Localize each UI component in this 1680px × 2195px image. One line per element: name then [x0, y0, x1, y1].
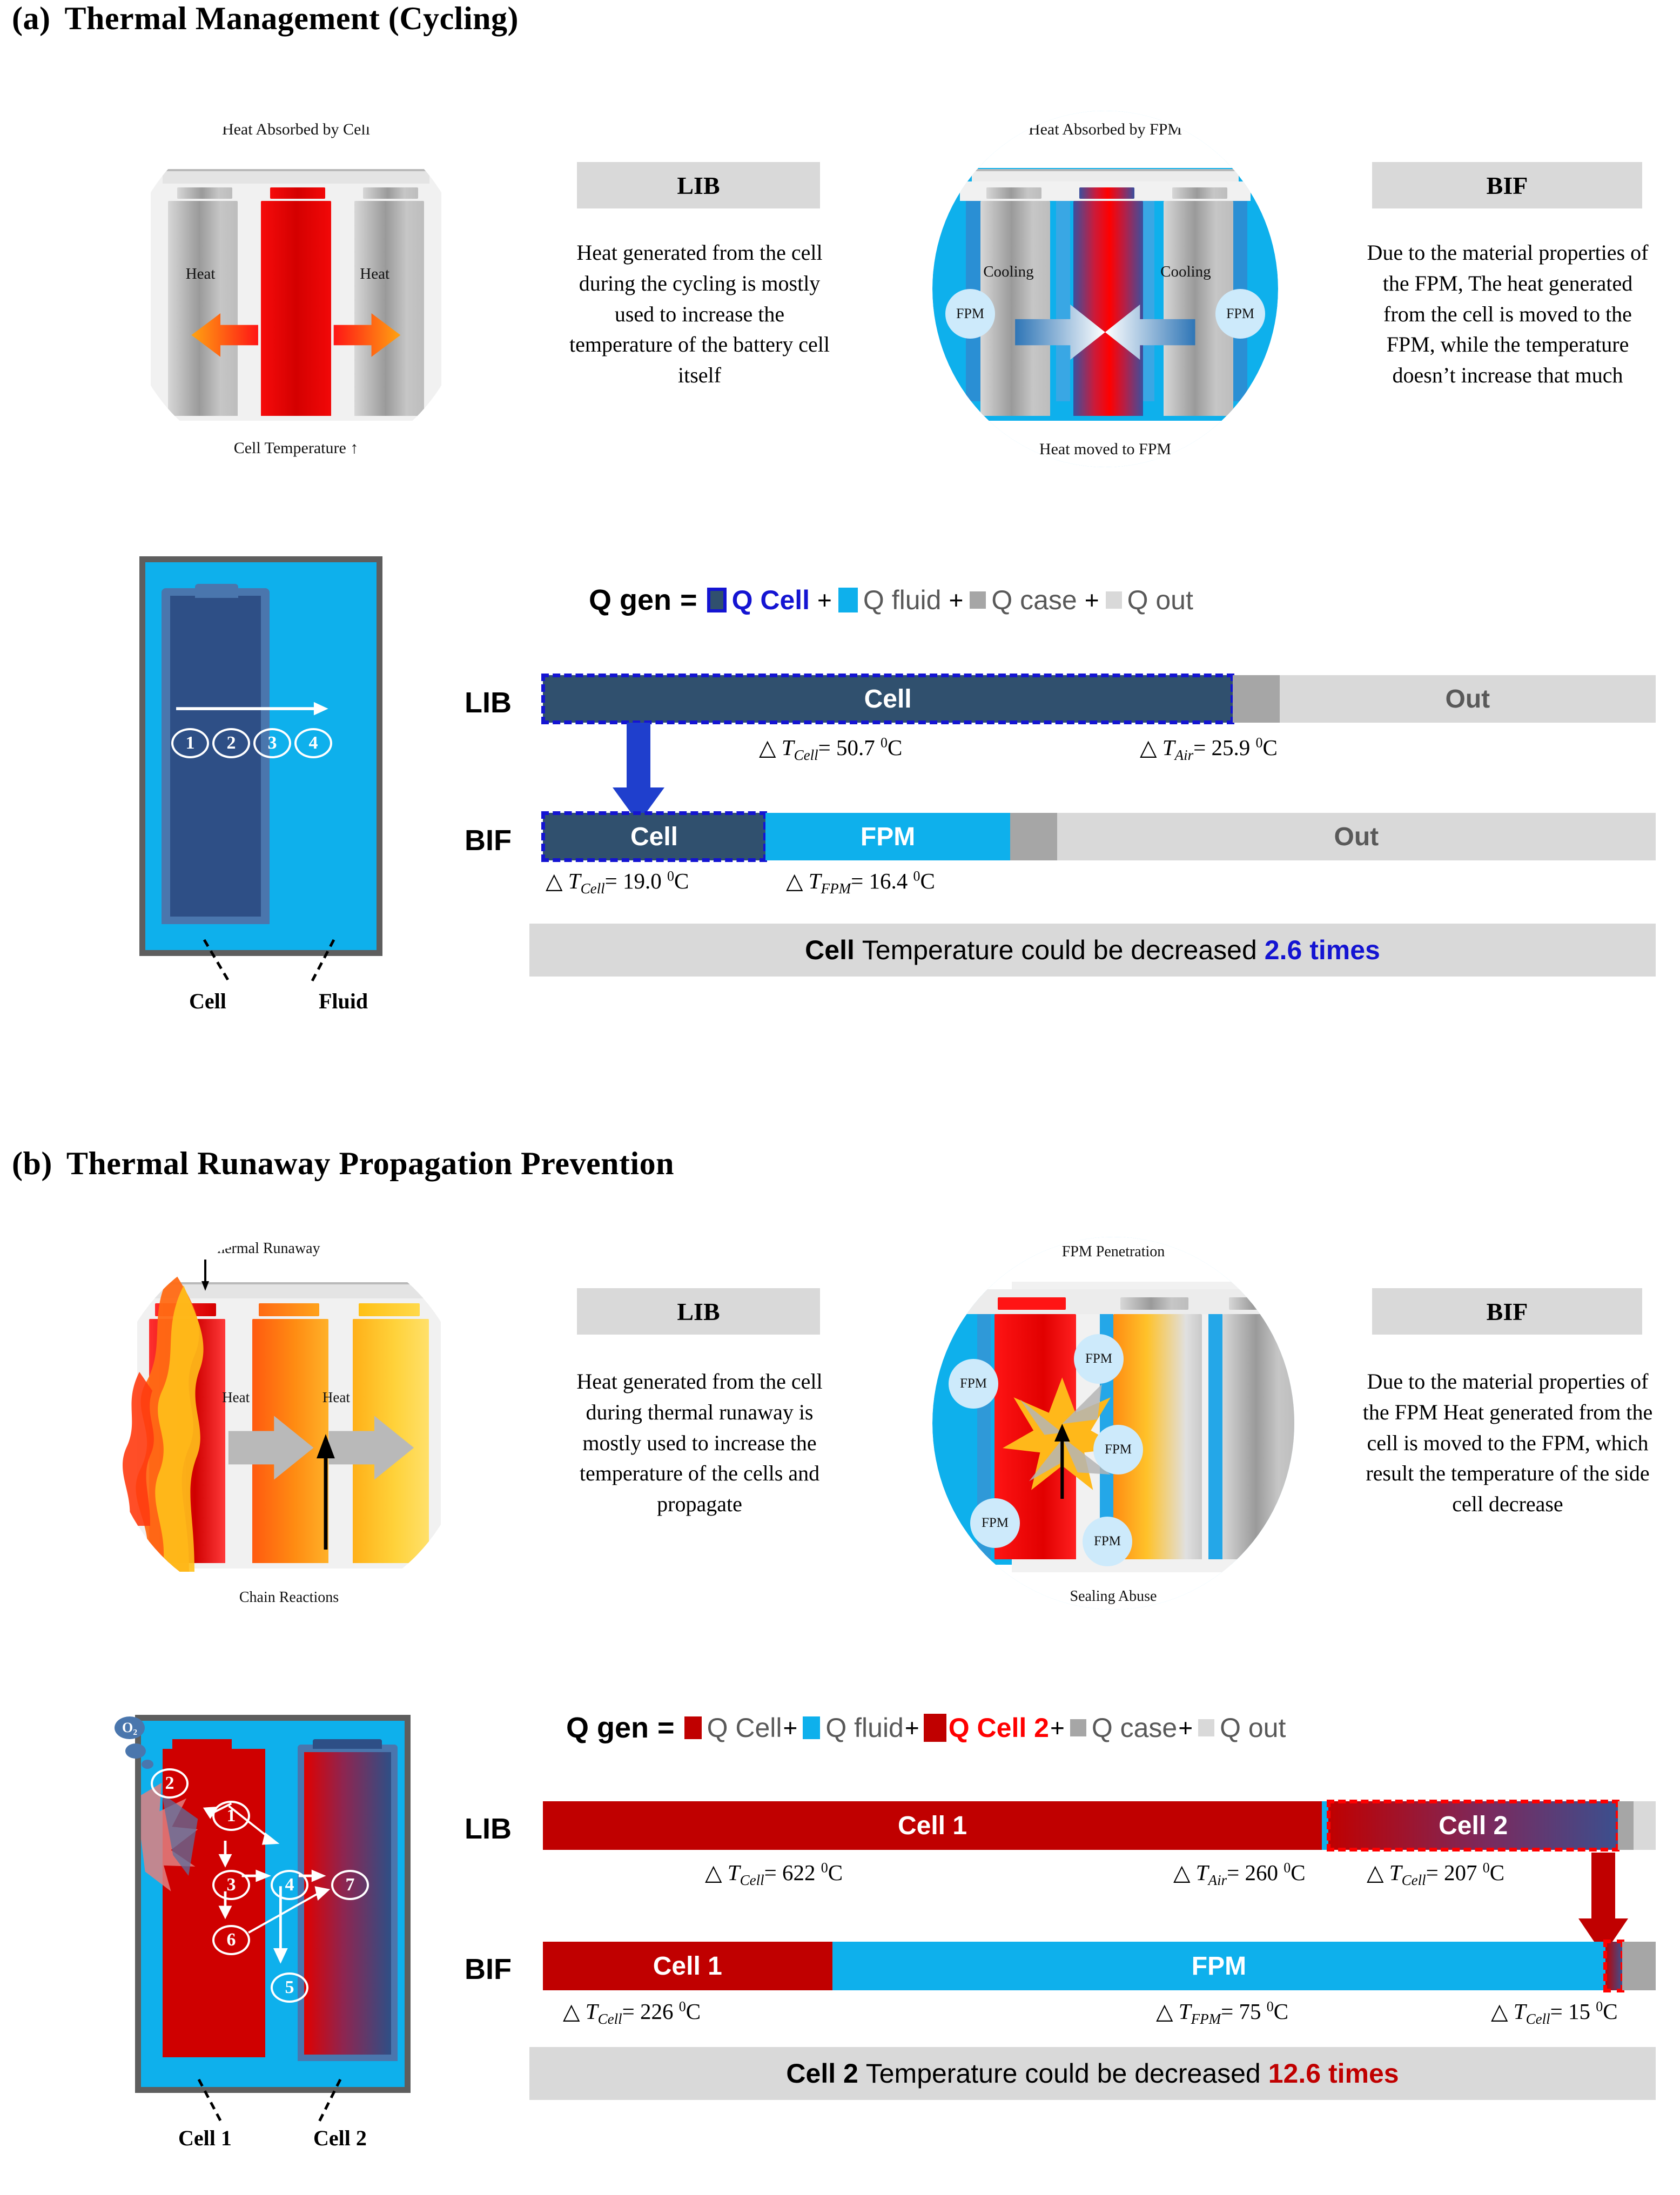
illustration-lib-caption-bottom: Cell Temperature ↑ — [233, 439, 359, 457]
delta-t-cell-lib-b: △ $T_{Cell}= 622$ $^0$C — [705, 1860, 843, 1889]
chip-bif-runaway — [1372, 1288, 1642, 1335]
bar-seg-lib-cell: Cell — [543, 675, 1233, 723]
bar-bif-runaway — [543, 1942, 1656, 1990]
equation-plus-3: + — [1084, 586, 1099, 614]
chip-bif-cycling — [1372, 162, 1642, 208]
equation-equals: = — [680, 584, 697, 616]
legend-swatch-b-q-cell — [684, 1716, 702, 1739]
panel-b-tag: (b) — [12, 1146, 52, 1181]
conclusion-value-b: 12.6 times — [1268, 2058, 1399, 2089]
chip-lib-runaway — [577, 1288, 820, 1335]
equation-cycling — [589, 583, 1201, 617]
bar-seg-lib-out-b — [1634, 1801, 1656, 1850]
bar-seg-bif-case-b — [1622, 1942, 1656, 1990]
illustration-lib-label-heat-right: Heat — [360, 265, 390, 283]
xsection-leaders — [139, 875, 388, 1005]
chip-lib-cycling-label: LIB — [677, 171, 720, 199]
xsection-b-number-3: 3 — [212, 1870, 250, 1900]
xsection-b-number-7: 7 — [331, 1870, 369, 1900]
bar-row-label-bif-a: BIF — [465, 824, 512, 857]
xsection-b-number-5: 5 — [271, 1972, 308, 2003]
equation-runaway — [566, 1711, 1293, 1745]
equation-b-plus-2: + — [904, 1714, 919, 1742]
illustration-bif-cycling — [932, 111, 1278, 467]
bar-lib-cycling — [543, 675, 1656, 723]
equation-b-lhs: Q gen — [566, 1712, 649, 1744]
equation-b-equals: = — [657, 1712, 675, 1744]
down-arrow-icon-a — [605, 723, 675, 825]
legend-label-b-q-case: Q case — [1091, 1713, 1178, 1743]
panel-a-title-text: Thermal Management (Cycling) — [64, 1, 519, 36]
xsection-b-number-6: 6 — [212, 1925, 250, 1955]
illustration-lib-runaway-heat-2: Heat — [322, 1389, 350, 1405]
equation-plus-2: + — [949, 586, 964, 614]
chip-bif-cycling-label: BIF — [1486, 171, 1528, 199]
xsection-number-1: 1 — [171, 728, 209, 758]
legend-swatch-b-q-cell2 — [924, 1714, 946, 1742]
bar-seg-lib-out: Out — [1280, 675, 1656, 723]
xsection-b-number-2: 2 — [151, 1768, 189, 1799]
fpm-bubble-left: FPM — [945, 289, 995, 339]
legend-label-b-q-cell2: Q Cell 2 — [948, 1713, 1049, 1743]
chip-lib-runaway-label: LIB — [677, 1297, 720, 1325]
bar-seg-lib-cell1-b: Cell 1 — [543, 1801, 1322, 1850]
conclusion-text-a: Temperature could be decreased — [862, 935, 1257, 965]
chip-lib-cycling — [577, 162, 820, 208]
legend-label-b-q-fluid: Q fluid — [825, 1713, 904, 1743]
legend-swatch-b-q-case — [1070, 1719, 1086, 1736]
xsection-legend-cell: Cell — [189, 989, 226, 1013]
bar-seg-lib-cell2-b: Cell 2 — [1328, 1801, 1618, 1850]
panel-b-title-text: Thermal Runaway Propagation Prevention — [66, 1146, 674, 1181]
legend-swatch-b-q-out — [1198, 1719, 1214, 1736]
bar-seg-bif-fpm-b: FPM — [832, 1942, 1606, 1990]
bar-seg-bif-cell1-b: Cell 1 — [543, 1942, 832, 1990]
illustration-bif-runaway-caption-bottom: Sealing Abuse — [1070, 1588, 1157, 1605]
delta-t-cell-bif-a: △ $T_{Cell}= 19.0$ $^0$C — [546, 868, 689, 897]
conclusion-prefix-a: Cell — [805, 935, 855, 965]
illustration-lib-runaway-heat-1: Heat — [222, 1389, 250, 1405]
text-bif-cycling: Due to the material properties of the FPM, The heat generated from the cell is moved to the FPM, while the temperature doesn’t increase that much — [1367, 240, 1649, 388]
legend-swatch-b-q-fluid — [803, 1716, 820, 1739]
delta-t-fpm-bif-b: △ $T_{FPM}= 75$ $^0$C — [1156, 1998, 1289, 2028]
fpm-bubble-right: FPM — [1215, 289, 1265, 339]
conclusion-prefix-b: Cell 2 — [786, 2058, 858, 2089]
panel-a-tag: (a) — [12, 1, 51, 36]
legend-label-q-fluid: Q fluid — [863, 585, 942, 615]
legend-swatch-q-cell — [707, 588, 727, 612]
illustration-bif-runaway-caption-top: FPM Penetration — [1061, 1243, 1165, 1260]
bar-lib-runaway — [543, 1801, 1656, 1850]
equation-b-plus-4: + — [1178, 1714, 1193, 1742]
legend-label-b-q-out: Q out — [1220, 1713, 1286, 1743]
text-bif-runaway: Due to the material properties of the FPM Heat generated from the cell is moved to the FPM, which result the temperature of the side cell decrease — [1362, 1369, 1653, 1517]
illustration-lib-runaway — [108, 1237, 470, 1610]
conclusion-value-a: 2.6 times — [1264, 935, 1380, 965]
bar-bif-cycling — [543, 813, 1656, 860]
chip-bif-runaway-label: BIF — [1486, 1297, 1528, 1325]
xsection-b-number-4: 4 — [271, 1870, 308, 1900]
bar-seg-bif-fpm: FPM — [765, 813, 1010, 860]
heat-arrow-icons — [151, 174, 441, 464]
bar-row-label-bif-b: BIF — [465, 1953, 512, 1985]
fpm-bubble-b-4: FPM — [970, 1498, 1020, 1548]
bar-seg-bif-case — [1010, 813, 1057, 860]
bar-row-label-lib-a: LIB — [465, 686, 512, 719]
delta-t-fpm-bif-a: △ $T_{FPM}= 16.4$ $^0$C — [786, 868, 935, 897]
xsection-b-leaders — [135, 2020, 416, 2144]
fpm-bubble-b-2: FPM — [1074, 1334, 1124, 1384]
delta-t-cell-lib-a: △ $T_{Cell}= 50.7$ $^0$C — [759, 735, 903, 764]
fpm-bubble-b-1: FPM — [949, 1359, 998, 1409]
illustration-lib-cycling — [123, 111, 469, 467]
equation-b-plus-3: + — [1050, 1714, 1065, 1742]
delta-t-cell2-lib-b: △ $T_{Cell}= 207$ $^0$C — [1367, 1860, 1505, 1889]
legend-label-q-cell: Q Cell — [731, 585, 810, 615]
xsection-b-number-1: 1 — [212, 1801, 250, 1831]
xsection-b-legend-cell2: Cell 2 — [313, 2126, 367, 2150]
bar-seg-bif-cell: Cell — [543, 813, 765, 860]
legend-swatch-q-case — [970, 591, 986, 609]
fpm-bubble-b-5: FPM — [1083, 1517, 1132, 1566]
illustration-lib-caption-top: Heat Absorbed by Cell — [221, 120, 371, 138]
delta-t-air-lib-a: △ $T_{Air}= 25.9$ $^0$C — [1140, 735, 1278, 764]
cooling-arrow-icons — [960, 174, 1251, 464]
equation-lhs: Q gen — [589, 584, 672, 616]
equation-b-plus-1: + — [783, 1714, 798, 1742]
panel-a-title — [12, 0, 519, 37]
illustration-bif-label-cooling-left: Cooling — [983, 262, 1034, 280]
illustration-lib-runaway-caption-bottom: Chain Reactions — [239, 1589, 339, 1606]
text-lib-runaway: Heat generated from the cell during thermal runaway is mostly used to increase the temperature of the cells and propagate — [576, 1369, 823, 1517]
illustration-lib-runaway-caption-top: Thermal Runaway — [208, 1240, 320, 1257]
bar-seg-bif-cell2-b — [1605, 1942, 1622, 1990]
equation-plus-1: + — [817, 586, 832, 614]
xsection-legend-fluid: Fluid — [319, 989, 368, 1013]
delta-t-cell2-bif-b: △ $T_{Cell}= 15$ $^0$C — [1491, 1998, 1618, 2028]
xsection-b-legend-cell1: Cell 1 — [178, 2126, 232, 2150]
conclusion-text-b: Temperature could be decreased — [865, 2058, 1261, 2089]
runaway-pointer-icon — [200, 1257, 238, 1295]
bar-seg-lib-case-b — [1618, 1801, 1634, 1850]
panel-b-title — [12, 1145, 674, 1182]
xsection-number-3: 3 — [253, 728, 291, 758]
illustration-bif-caption-bottom: Heat moved to FPM — [1039, 440, 1172, 458]
text-lib-cycling: Heat generated from the cell during the cycling is mostly used to increase the temperature of the battery cell itself — [569, 240, 830, 388]
conclusion-runaway — [529, 2047, 1656, 2100]
delta-t-cell-bif-b: △ $T_{Cell}= 226$ $^0$C — [563, 1998, 701, 2028]
gas-bubble-small-1 — [125, 1743, 146, 1759]
illustration-bif-label-cooling-right: Cooling — [1160, 262, 1211, 280]
delta-t-air-lib-b: △ $T_{Air}= 260$ $^0$C — [1173, 1860, 1306, 1889]
bar-seg-bif-out: Out — [1057, 813, 1656, 860]
bar-seg-lib-fluid-b — [1322, 1801, 1328, 1850]
illustration-bif-runaway — [932, 1237, 1294, 1610]
xsection-number-2: 2 — [212, 728, 250, 758]
legend-swatch-q-out — [1106, 591, 1122, 609]
legend-label-q-out: Q out — [1127, 585, 1193, 615]
illustration-lib-label-heat-left: Heat — [185, 265, 216, 283]
illustration-bif-caption-top: Heat Absorbed by FPM — [1028, 120, 1182, 138]
fpm-bubble-b-3: FPM — [1093, 1425, 1143, 1474]
bar-seg-lib-case — [1233, 675, 1280, 723]
gas-bubble-small-2 — [142, 1760, 153, 1769]
conclusion-cycling — [529, 924, 1656, 977]
gas-bubble-o2: O₂ — [115, 1716, 145, 1739]
flame-icon — [108, 1269, 216, 1572]
xsection-number-4: 4 — [294, 728, 332, 758]
legend-label-b-q-cell: Q Cell — [707, 1713, 782, 1743]
legend-swatch-q-fluid — [838, 588, 858, 612]
legend-label-q-case: Q case — [991, 585, 1077, 615]
bar-row-label-lib-b: LIB — [465, 1813, 512, 1845]
